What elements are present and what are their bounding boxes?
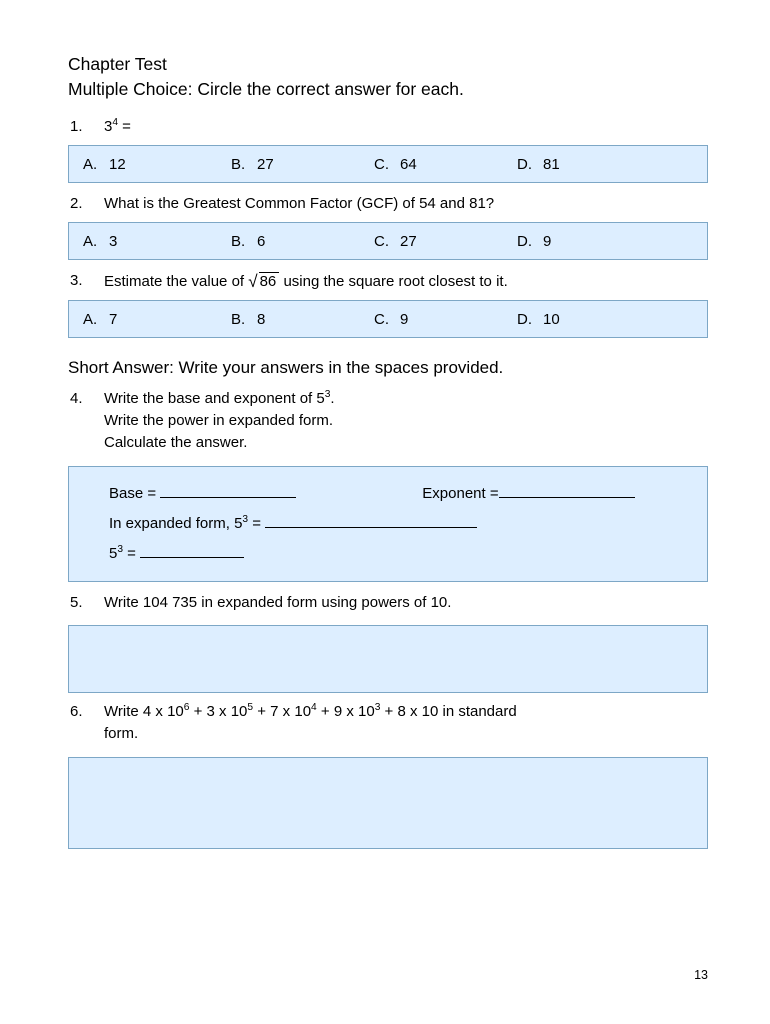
option-label: B.: [231, 155, 246, 173]
term-3: + 7 x 10: [253, 703, 312, 720]
option-d[interactable]: [517, 311, 563, 328]
question-text: [104, 388, 335, 454]
question-text-part: =: [118, 118, 131, 135]
option-value: 10: [543, 310, 560, 328]
option-label: B.: [231, 232, 246, 250]
short-answer-heading: Short Answer: Write your answers in the spaces provided.: [68, 358, 504, 377]
result-label-pre: 5: [109, 545, 118, 562]
question-number: 1.: [70, 118, 83, 135]
expanded-label-pre: In expanded form, 5: [109, 515, 243, 532]
option-label: D.: [517, 155, 532, 173]
option-label: D.: [517, 232, 532, 250]
expanded-form-blank[interactable]: [265, 527, 477, 528]
exponent: 4: [311, 702, 317, 713]
question-text-part: .: [330, 390, 335, 407]
question-text-part: using the square root closest to it.: [279, 273, 508, 290]
option-label: A.: [83, 232, 98, 250]
answer-options-3: [68, 300, 708, 338]
option-label: A.: [83, 155, 98, 173]
result-line: [109, 539, 707, 569]
option-value: 9: [543, 232, 552, 250]
option-d[interactable]: [517, 156, 563, 173]
answer-box-5[interactable]: [68, 625, 708, 693]
answer-options-2: [68, 222, 708, 260]
option-label: C.: [374, 232, 389, 250]
question-text: What is the Greatest Common Factor (GCF) of 54 and 81?: [104, 195, 495, 212]
exponent: 4: [112, 117, 119, 128]
exponent: 3: [374, 702, 381, 713]
question-line-3: Calculate the answer.: [104, 434, 248, 451]
exponent: 3: [324, 389, 331, 400]
question-line-2: Write the power in expanded form.: [104, 412, 334, 429]
option-value: 8: [257, 310, 266, 328]
question-number: 4.: [70, 390, 83, 407]
base-label: Base =: [109, 485, 161, 502]
option-b[interactable]: [231, 156, 374, 173]
option-a[interactable]: [83, 156, 231, 173]
result-label-post: =: [123, 545, 141, 562]
question-number: 6.: [70, 703, 83, 720]
option-a[interactable]: [83, 233, 231, 250]
answer-box-4[interactable]: [68, 466, 708, 582]
term-4: + 9 x 10: [316, 703, 375, 720]
base-exponent-line: [109, 479, 707, 509]
base-blank[interactable]: [160, 497, 296, 498]
exponent: 6: [183, 702, 190, 713]
option-value: 6: [257, 232, 266, 250]
answer-box-6[interactable]: [68, 757, 708, 849]
answer-options-1: [68, 145, 708, 183]
option-value: 9: [400, 310, 409, 328]
question-line-2: form.: [104, 725, 139, 742]
question-number: 5.: [70, 594, 83, 611]
question-line-1: [104, 701, 517, 723]
question-text-part: Write the base and exponent of 5: [104, 390, 325, 407]
question-5: [70, 592, 708, 613]
page-title: Chapter Test: [68, 54, 167, 74]
term-1: Write 4 x 10: [104, 703, 184, 720]
option-label: C.: [374, 310, 389, 328]
exponent: 5: [247, 702, 254, 713]
option-d[interactable]: [517, 233, 563, 250]
question-1: [70, 116, 708, 137]
exponent-label: Exponent =: [422, 485, 499, 502]
question-line-1: [104, 388, 335, 410]
option-c[interactable]: [374, 233, 517, 250]
option-value: 12: [109, 155, 126, 173]
question-text: [104, 270, 708, 292]
exponent-blank[interactable]: [499, 497, 635, 498]
option-label: D.: [517, 310, 532, 328]
expanded-label-post: =: [248, 515, 266, 532]
question-2: [70, 193, 708, 214]
option-a[interactable]: [83, 311, 231, 328]
question-text-part: Estimate the value of: [104, 273, 249, 290]
question-number: 2.: [70, 195, 83, 212]
question-text: [104, 116, 708, 137]
exponent: 3: [242, 514, 249, 525]
option-value: 27: [257, 155, 274, 173]
option-value: 3: [109, 232, 118, 250]
question-text: Write 104 735 in expanded form using powers of 10.: [104, 594, 452, 611]
option-label: A.: [83, 310, 98, 328]
question-text-part: 3: [104, 118, 113, 135]
radical-icon: √: [248, 272, 258, 291]
option-label: C.: [374, 155, 389, 173]
question-4: [70, 388, 708, 454]
result-blank[interactable]: [140, 557, 244, 558]
option-value: 81: [543, 155, 560, 173]
exponent: 3: [117, 544, 124, 555]
option-value: 7: [109, 310, 118, 328]
option-b[interactable]: [231, 233, 374, 250]
option-c[interactable]: [374, 156, 517, 173]
option-value: 64: [400, 155, 417, 173]
question-3: [70, 270, 708, 292]
term-2: + 3 x 10: [189, 703, 248, 720]
question-text: [104, 701, 517, 745]
option-c[interactable]: [374, 311, 517, 328]
expanded-form-line: [109, 509, 707, 539]
multiple-choice-heading: Multiple Choice: Circle the correct answer for each.: [68, 79, 464, 99]
option-b[interactable]: [231, 311, 374, 328]
term-5: + 8 x 10 in standard: [380, 703, 517, 720]
question-number: 3.: [70, 272, 83, 289]
radicand: 86: [259, 272, 280, 291]
option-label: B.: [231, 310, 246, 328]
page-number: 13: [694, 968, 708, 982]
option-value: 27: [400, 232, 417, 250]
question-6: [70, 701, 708, 745]
